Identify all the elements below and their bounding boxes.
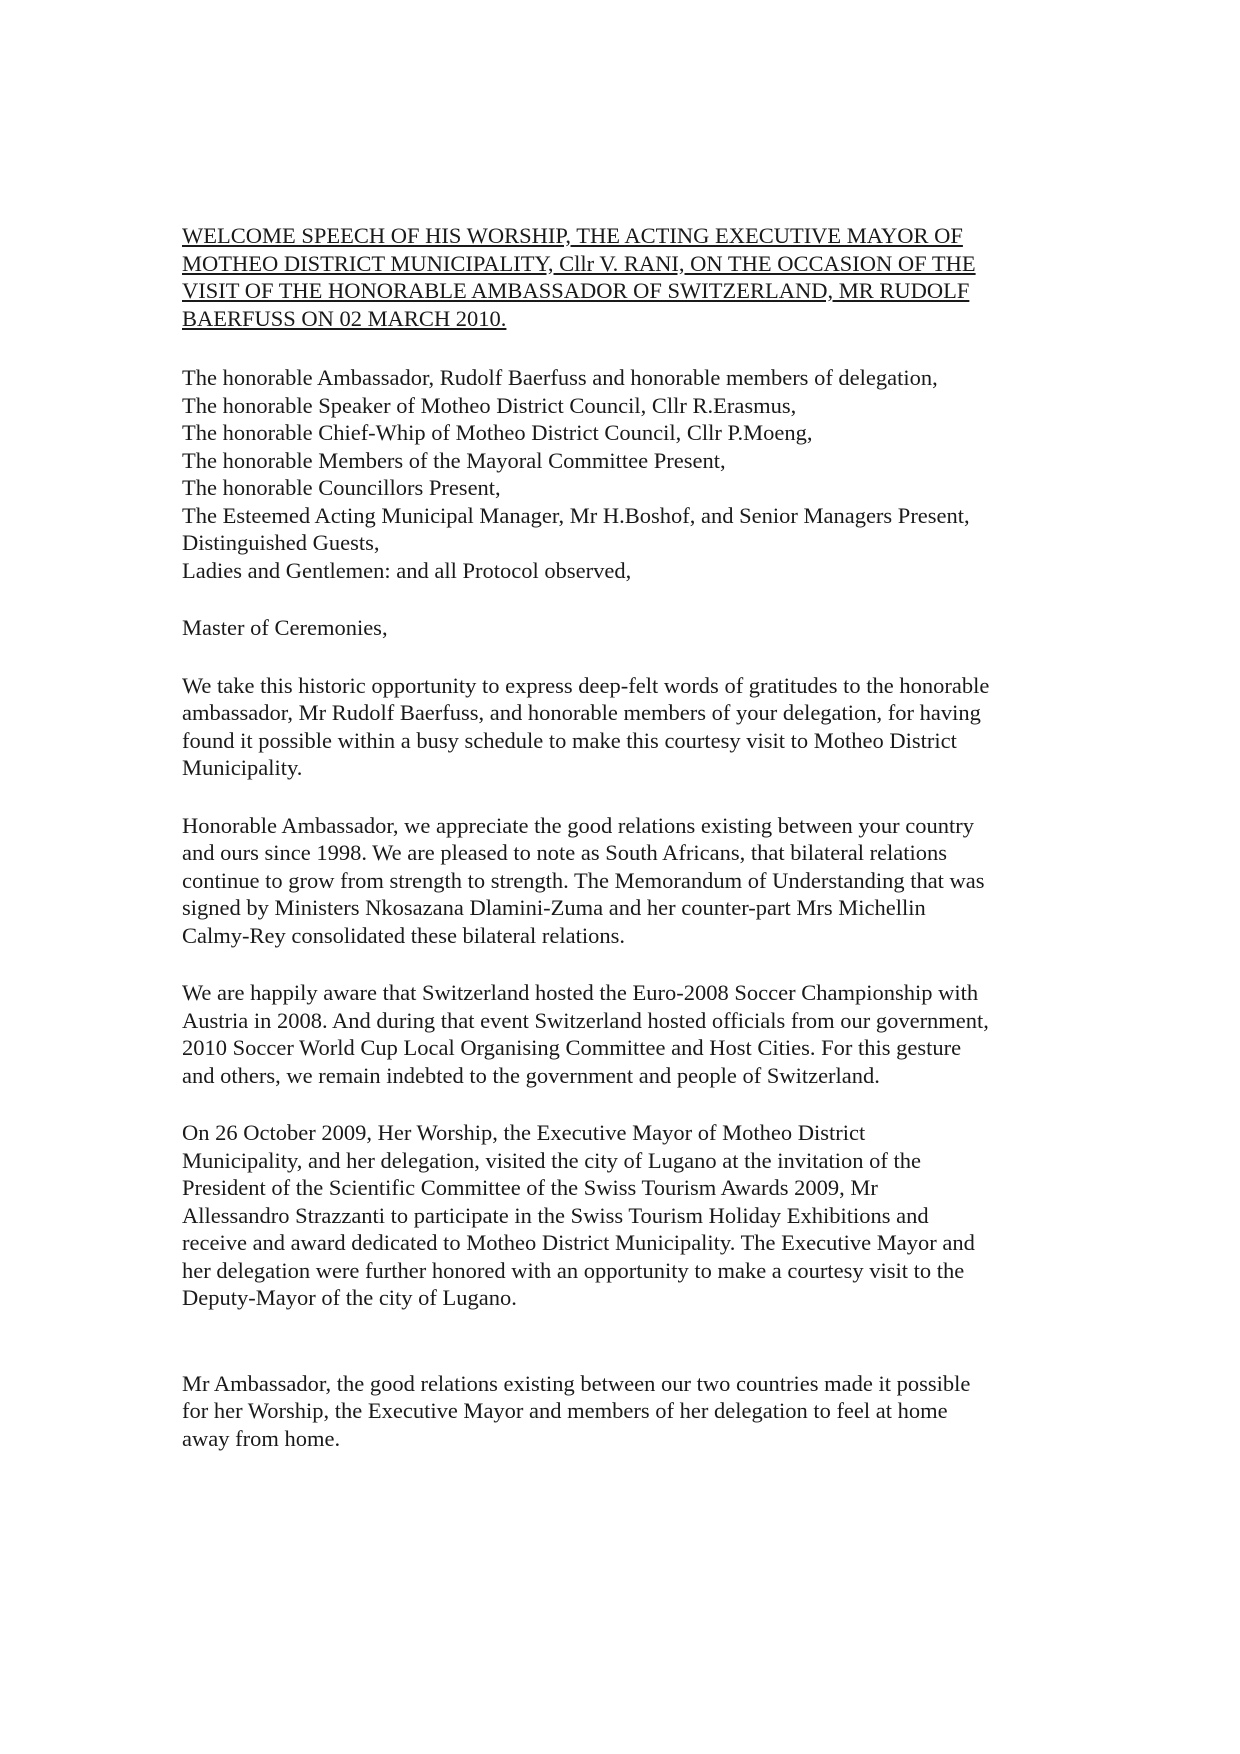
salutation-line: The honorable Speaker of Motheo District Council, Cllr R.Erasmus, (182, 392, 797, 418)
master-of-ceremonies (182, 614, 1082, 642)
paragraph-line: On 26 October 2009, Her Worship, the Executive Mayor of Motheo District (182, 1120, 866, 1145)
salutation-line: Ladies and Gentlemen: and all Protocol observed, (182, 557, 632, 583)
paragraph-line: President of the Scientific Committee of the Swiss Tourism Awards 2009, Mr (182, 1175, 878, 1200)
paragraph-feel-at-home (182, 1370, 1082, 1453)
paragraph-euro-2008 (182, 979, 1082, 1089)
paragraph-line: We are happily aware that Switzerland hosted the Euro-2008 Soccer Championship with (182, 980, 979, 1005)
paragraph-gratitude (182, 672, 1082, 782)
paragraph-line: Mr Ambassador, the good relations existing between our two countries made it possible (182, 1370, 971, 1396)
paragraph-line: 2010 Soccer World Cup Local Organising Committee and Host Cities. For this gesture (182, 1035, 962, 1060)
paragraph-lugano-visit (182, 1119, 1082, 1312)
salutation-line: The honorable Members of the Mayoral Committee Present, (182, 447, 726, 473)
salutation-line: The Esteemed Acting Municipal Manager, Mr H.Boshof, and Senior Managers Present, (182, 502, 970, 528)
paragraph-line: Municipality, and her delegation, visited the city of Lugano at the invitation of the (182, 1147, 921, 1173)
paragraph-line: signed by Ministers Nkosazana Dlamini-Zuma and her counter-part Mrs Michellin (182, 895, 926, 920)
title-line: VISIT OF THE HONORABLE AMBASSADOR OF SWITZERLAND, MR RUDOLF (182, 278, 970, 303)
salutation-line: Distinguished Guests, (182, 530, 380, 555)
paragraph-line: ambassador, Mr Rudolf Baerfuss, and honorable members of your delegation, for having (182, 700, 981, 725)
address-line: Master of Ceremonies, (182, 615, 388, 640)
title-line: WELCOME SPEECH OF HIS WORSHIP, THE ACTING EXECUTIVE MAYOR OF (182, 223, 963, 248)
paragraph-line: Austria in 2008. And during that event Switzerland hosted officials from our government, (182, 1007, 989, 1033)
paragraph-line: Honorable Ambassador, we appreciate the good relations existing between your country (182, 812, 974, 838)
paragraph-line: Deputy-Mayor of the city of Lugano. (182, 1285, 517, 1310)
paragraph-line: receive and award dedicated to Motheo District Municipality. The Executive Mayor and (182, 1230, 975, 1255)
salutation-line: The honorable Chief-Whip of Motheo District Council, Cllr P.Moeng, (182, 420, 813, 445)
paragraph-line: found it possible within a busy schedule to make this courtesy visit to Motheo District (182, 727, 957, 753)
paragraph-line: away from home. (182, 1425, 341, 1451)
paragraph-line: Municipality. (182, 755, 303, 780)
document-page (182, 222, 1082, 1482)
title-line: BAERFUSS ON 02 MARCH 2010. (182, 305, 507, 331)
paragraph-line: and others, we remain indebted to the government and people of Switzerland. (182, 1062, 880, 1088)
paragraph-line: Calmy-Rey consolidated these bilateral relations. (182, 922, 625, 948)
speech-title (182, 222, 1082, 332)
salutations-list (182, 364, 1082, 584)
paragraph-line: and ours since 1998. We are pleased to note as South Africans, that bilateral relations (182, 840, 948, 865)
paragraph-line: Allessandro Strazzanti to participate in the Swiss Tourism Holiday Exhibitions and (182, 1202, 929, 1228)
salutation-line: The honorable Councillors Present, (182, 475, 501, 500)
paragraph-line: for her Worship, the Executive Mayor and members of her delegation to feel at home (182, 1398, 948, 1423)
paragraph-relations (182, 812, 1082, 950)
paragraph-line: her delegation were further honored with an opportunity to make a courtesy visit to the (182, 1257, 965, 1283)
salutation-line: The honorable Ambassador, Rudolf Baerfuss and honorable members of delegation, (182, 365, 938, 390)
title-line: MOTHEO DISTRICT MUNICIPALITY, Cllr V. RANI, ON THE OCCASION OF THE (182, 250, 976, 276)
paragraph-line: continue to grow from strength to strength. The Memorandum of Understanding that was (182, 867, 985, 893)
paragraph-line: We take this historic opportunity to express deep-felt words of gratitudes to the honorable (182, 672, 990, 698)
